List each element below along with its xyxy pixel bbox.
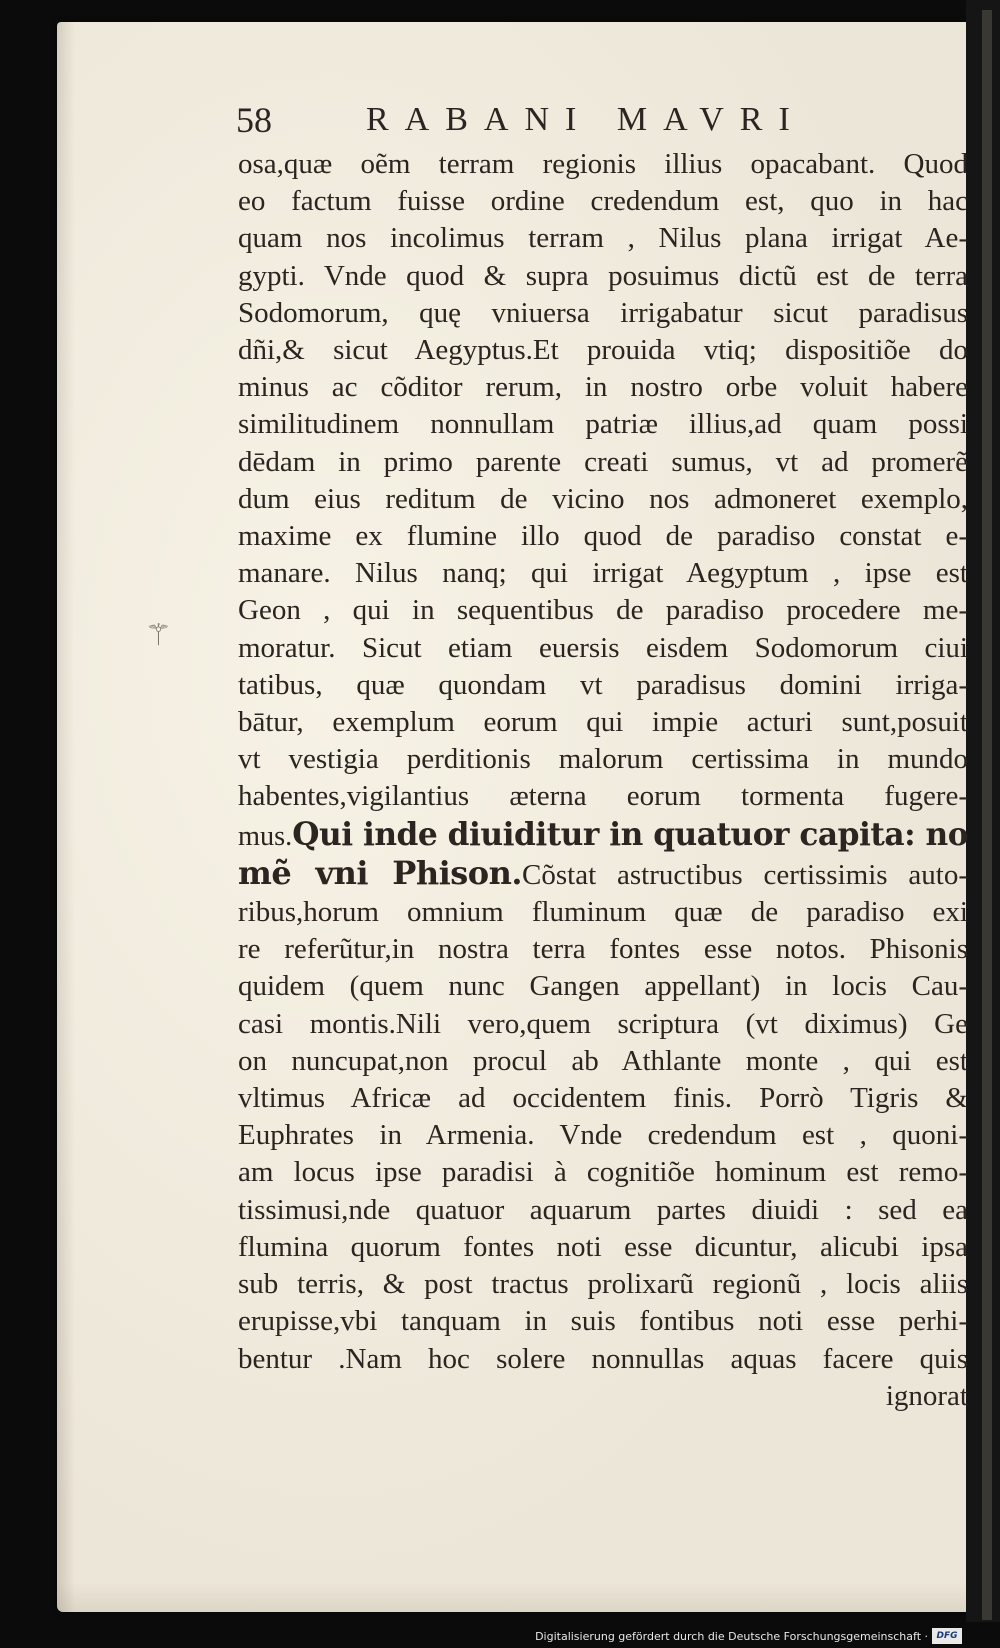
text-line: on nuncupat,non procul ab Athlante monte , qui est <box>238 1044 968 1077</box>
text-line: Geon , qui in sequentibus de paradiso procedere me- <box>238 594 968 627</box>
text-run: Cõstat astructibus certissimis auto- <box>522 858 969 891</box>
text-line: eo factum fuisse ordine credendum est, quo in hac <box>238 185 968 218</box>
text-run: mus. <box>238 819 293 852</box>
text-line: dñi,& sicut Aegyptus.Et prouida vtiq; dispositiõe do <box>238 334 968 367</box>
binding-edge <box>966 0 1000 1648</box>
blackletter-lemma: mẽ vni Phison. <box>238 853 523 892</box>
marginal-mark-icon: ⚚ <box>145 618 172 653</box>
text-line-with-lemma <box>238 855 968 894</box>
text-line: osa,quæ oẽm terram regionis illius opacabant. Quod <box>238 148 968 180</box>
text-line: sub terris, & post tractus prolixarũ regionũ , locis aliis <box>238 1268 968 1301</box>
blackletter-lemma: Qui inde diuiditur in quatuor capita: no <box>292 814 969 853</box>
text-line: bentur .Nam hoc solere nonnullas aquas facere quis <box>238 1342 968 1375</box>
page-header <box>236 98 956 142</box>
catchword: ignorat <box>885 1379 968 1412</box>
text-line: bātur, exemplum eorum qui impie acturi sunt,posuit <box>238 706 968 739</box>
text-line: Euphrates in Armenia. Vnde credendum est , quoni- <box>238 1119 968 1152</box>
text-line: casi montis.Nili vero,quem scriptura (vt diximus) Ge <box>238 1007 968 1040</box>
dfg-logo-icon: DFG <box>932 1628 962 1644</box>
text-line: Sodomorum, quę vniuersa irrigabatur sicut paradisus <box>238 296 968 329</box>
body-text <box>238 146 968 1415</box>
text-line: moratur. Sicut etiam euersis eisdem Sodomorum ciui <box>238 631 968 664</box>
page-number: 58 <box>236 100 272 140</box>
text-line: ribus,horum omnium fluminum quæ de paradiso exi <box>238 896 968 929</box>
text-line: quam nos incolimus terram , Nilus plana irrigat Ae- <box>238 222 968 255</box>
text-line: maxime ex flumine illo quod de paradiso constat e- <box>238 520 968 553</box>
text-line: dēdam in primo parente creati sumus, vt ad promerẽ <box>238 445 968 478</box>
text-line: vltimus Africæ ad occidentem finis. Porrò Tigris & <box>238 1082 968 1115</box>
text-line: re referũtur,in nostra terra fontes esse notos. Phisonis <box>238 933 968 966</box>
funding-notice: Digitalisierung gefördert durch die Deutsche Forschungsgemeinschaft · <box>535 1630 928 1643</box>
text-line: tatibus, quæ quondam vt paradisus domini irriga- <box>238 668 968 701</box>
text-line-with-lemma <box>238 814 969 855</box>
binding-edge-inner <box>982 10 992 1620</box>
text-line: quidem (quem nunc Gangen appellant) in locis Cau- <box>238 970 968 1003</box>
text-line: habentes,vigilantius æterna eorum tormenta fugere- <box>238 780 968 813</box>
text-line: vt vestigia perditionis malorum certissima in mundo <box>238 743 968 776</box>
text-line: minus ac cõditor rerum, in nostro orbe voluit habere <box>238 371 968 404</box>
text-line: dum eius reditum de vicino nos admoneret exemplo, <box>238 482 968 515</box>
text-line: tissimusi,nde quatuor aquarum partes diuidi : sed ea <box>238 1193 968 1226</box>
text-line: erupisse,vbi tanquam in suis fontibus noti esse perhi- <box>238 1305 968 1338</box>
text-line: similitudinem nonnullam patriæ illius,ad quam possi <box>238 408 968 441</box>
running-title: RABANI MAVRI <box>366 101 806 138</box>
text-line: am locus ipse paradisi à cognitiõe hominum est remo- <box>238 1156 968 1189</box>
text-line: gypti. Vnde quod & supra posuimus dictũ est de terra <box>238 259 968 292</box>
text-line: manare. Nilus nanq; qui irrigat Aegyptum , ipse est <box>238 557 968 590</box>
text-line: flumina quorum fontes noti esse dicuntur, alicubi ipsa <box>238 1230 968 1263</box>
